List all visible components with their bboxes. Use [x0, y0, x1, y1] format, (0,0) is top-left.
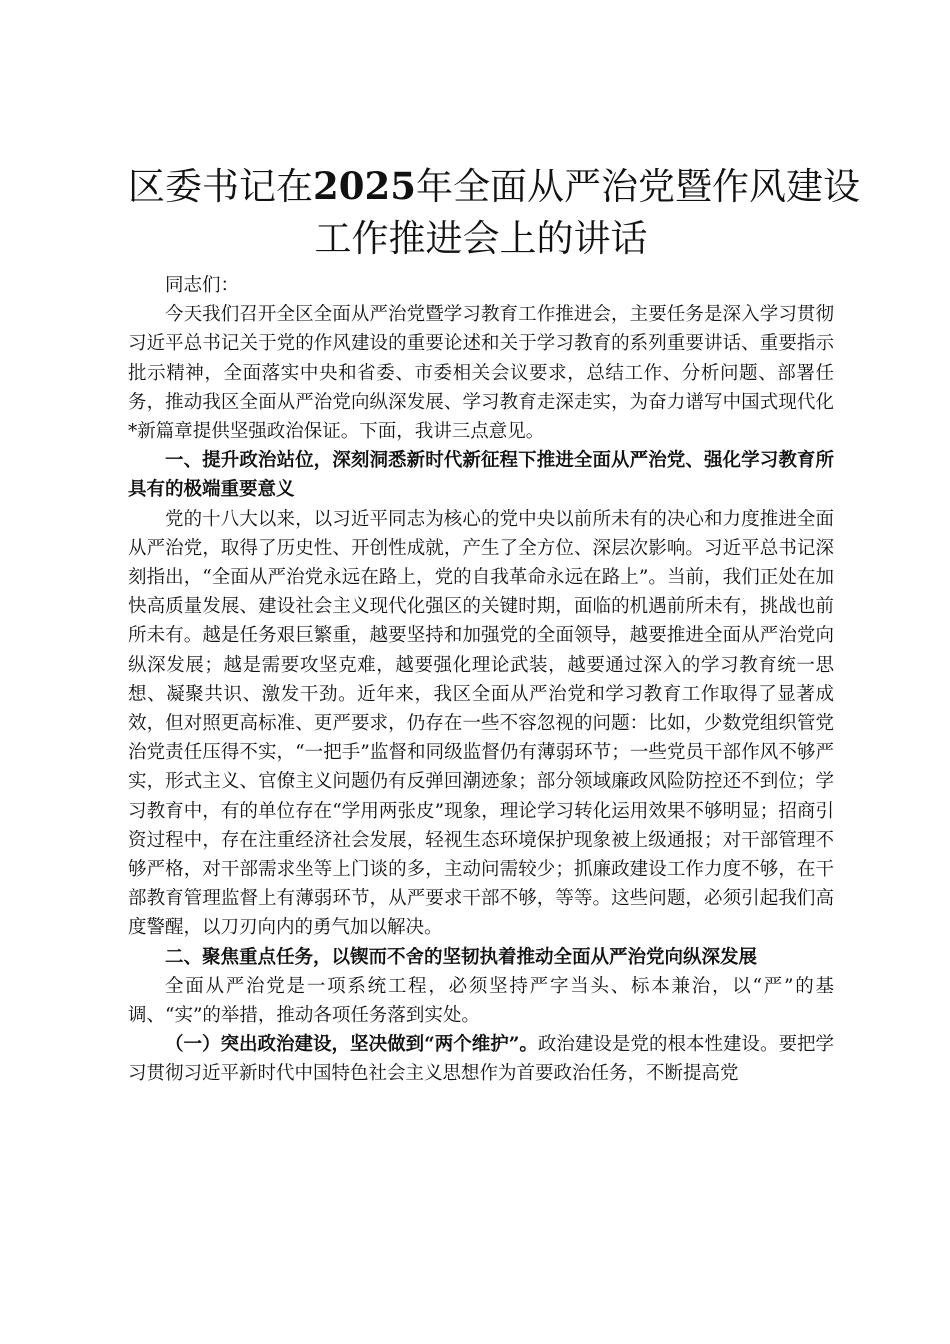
title-line-1: [128, 160, 860, 213]
subsection-1-lead: （一）突出政治建设，坚决做到“两个维护”。: [165, 1034, 538, 1056]
document-title: [128, 160, 860, 265]
title-line-1-prefix: 区委书记在: [128, 165, 313, 208]
section-1-paragraph: 党的十八大以来，以习近平同志为核心的党中央以前所未有的决心和力度推进全面从严治党，取得了历史性、开创性成就，产生了全方位、深层次影响。习近平总书记深刻指出，“全面从严治党永远在路上，党的自我革命永远在路上”。当前，我们正处在加快高质量发展、建设社会主义现代化强区的关键时期，面临的机遇前所未有，挑战也前所未有。越是任务艰巨繁重，越要坚持和加强党的全面领导，越要推进全面从严治党向纵深发展；越是需要攻坚克难，越要强化理论武装，越要通过深入的学习教育统一思想、凝聚共识、激发干劲。近年来，我区全面从严治党和学习教育工作取得了显著成效，但对照更高标准、更严要求，仍存在一些不容忽视的问题：比如，少数党组织管党治党责任压得不实，“一把手”监督和同级监督仍有薄弱环节；一些党员干部作风不够严实，形式主义、官僚主义问题仍有反弹回潮迹象；部分领域廉政风险防控还不到位；学习教育中，有的单位存在“学用两张皮”现象，理论学习转化运用效果不够明显；招商引资过程中，存在注重经济社会发展，轻视生态环境保护现象被上级通报；对干部管理不够严格，对干部需求坐等上门谈的多，主动问需较少；抓廉政建设工作力度不够，在干部教育管理监督上有薄弱环节，从严要求干部不够，等等。这些问题，必须引起我们高度警醒，以刀刃向内的勇气加以解决。: [128, 508, 834, 939]
title-line-2: 工作推进会上的讲话: [314, 217, 648, 260]
subsection-1-paragraph: [128, 1030, 834, 1088]
document-body: [128, 271, 834, 1089]
greeting: 同志们：: [165, 275, 240, 296]
title-year: 2025: [313, 164, 416, 208]
intro-paragraph: 今天我们召开全区全面从严治党暨学习教育工作推进会，主要任务是深入学习贯彻习近平总书记关于党的作风建设的重要论述和关于学习教育的系列重要讲话、重要指示批示精神，全面落实中央和省委、市委相关会议要求，总结工作、分析问题、部署任务，推动我区全面从严治党向纵深发展、学习教育走深走实，为奋力谱写中国式现代化*新篇章提供坚强政治保证。下面，我讲三点意见。: [128, 304, 834, 443]
section-2-paragraph: 全面从严治党是一项系统工程，必须坚持严字当头、标本兼治，以“严”的基调、“实”的举措，推动各项任务落到实处。: [128, 975, 834, 1027]
section-2-heading: 二、聚焦重点任务，以锲而不舍的坚韧执着推动全面从严治党向纵深发展: [165, 946, 758, 968]
document-page: [128, 160, 860, 1089]
subsection-1-body: 政治建设是党的根本性建设。要把学习贯彻习近平新时代中国特色社会主义思想作为首要政治任务，不断提高党: [128, 1034, 834, 1085]
title-line-1-suffix: 年全面从严治党暨作风建设: [415, 165, 860, 208]
section-1-heading: 一、提升政治站位，深刻洞悉新时代新征程下推进全面从严治党、强化学习教育所具有的极端重要意义: [128, 450, 834, 501]
